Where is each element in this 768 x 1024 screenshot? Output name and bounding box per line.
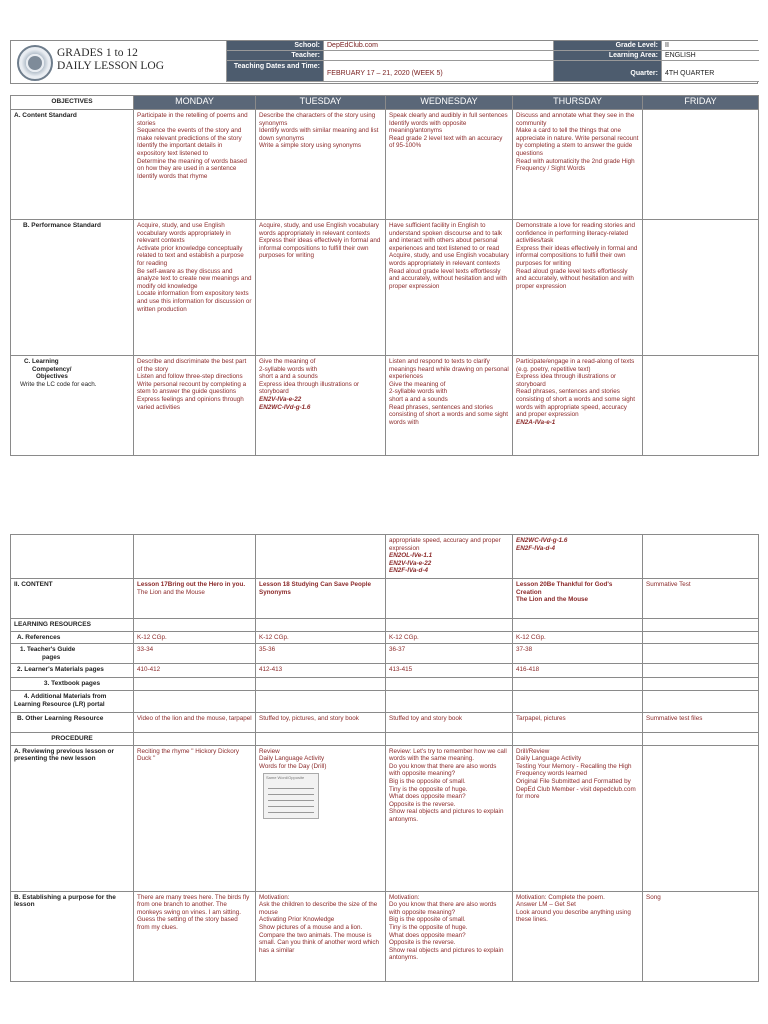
content-procedure-table: [10, 534, 759, 982]
cell-friday: [643, 220, 759, 356]
cell-tuesday: Acquire, study, and use English vocabulary words appropriately in relevant contexts Express their ideas effectively in formal and informal compositions to fulfill their own purposes for writing: [256, 220, 386, 356]
cell-tuesday: Stuffed toy, pictures, and story book: [256, 712, 386, 732]
cell-friday: [643, 664, 759, 678]
teacher-value: [323, 51, 553, 61]
row-label: A. References: [11, 631, 134, 644]
grade-label: Grade Level:: [553, 41, 661, 51]
day-header-thursday: THURSDAY: [513, 96, 643, 110]
cell-tuesday: [256, 535, 386, 579]
cell-thursday: Demonstrate a love for reading stories and confidence in performing literacy-related activities/task Express their ideas effectively in formal and informal compositions to fulfill their own purposes for writing Read aloud grade level texts effortlessly and accurately, without hesitation and with proper expression: [513, 220, 643, 356]
quarter-value: 4TH QUARTER: [661, 61, 759, 82]
teacher-label: Teacher:: [226, 51, 323, 61]
cell-monday: K-12 CGp.: [134, 631, 256, 644]
cell-friday: [643, 356, 759, 456]
textbook-pages-row: [11, 678, 759, 691]
row-label: B. Performance Standard: [11, 220, 134, 356]
competency-row: [11, 356, 759, 456]
lesson-log-header: [10, 40, 758, 84]
cell-thursday: K-12 CGp.: [513, 631, 643, 644]
cell-wednesday: Listen and respond to texts to clarify meanings heard while drawing on personal experiences Give the meaning of 2-syllable words with short a and a sounds Read phrases, sentences and stories consisting of short a words and some sight words with: [386, 356, 513, 456]
cell-monday: 410-412: [134, 664, 256, 678]
cell-friday: Summative test files: [643, 712, 759, 732]
cell-thursday: Discuss and annotate what they see in the community Make a card to tell the things that one appreciate in nature. Write personal recount by completing a stem to answer the guide questions Read with automaticity the 2nd grade High Frequency / Sight Words: [513, 110, 643, 220]
header-info-grid: [226, 41, 759, 84]
cell-friday: Song: [643, 891, 759, 981]
quarter-label: Quarter:: [553, 61, 661, 82]
lc-code: EN2F-IVa-d-4: [516, 544, 555, 552]
cell-friday: [643, 535, 759, 579]
cell-thursday: Drill/Review Daily Language Activity Testing Your Memory - Recalling the High Frequency words learned Original File Submitted and Formatted by DepEd Club Member - visit depedclub.com for more: [513, 745, 643, 891]
row-label: C. Learning Competency/ Objectives Write the LC code for each.: [11, 356, 134, 456]
lc-code: EN2WC-IVd-g-1.6: [259, 403, 311, 411]
lc-code: EN2V-IVa-e-22: [259, 395, 302, 403]
objectives-heading: OBJECTIVES: [11, 96, 134, 110]
content-standard-row: [11, 110, 759, 220]
cell-friday: [643, 110, 759, 220]
other-resources-row: [11, 712, 759, 732]
row-label: B. Other Learning Resource: [11, 712, 134, 732]
day-header-row: [11, 96, 759, 110]
cell-tuesday: Motivation: Ask the children to describe the size of the mouse Activating Prior Knowledge Show pictures of a mouse and a lion. Compare the two animals. The mouse is small. Can you think of another word which has a similar: [256, 891, 386, 981]
row-label: A. Content Standard: [11, 110, 134, 220]
cell-thursday: 416-418: [513, 664, 643, 678]
cell-thursday: Tarpapel, pictures: [513, 712, 643, 732]
cell-wednesday: Stuffed toy and story book: [386, 712, 513, 732]
lc-code: EN2OL-IVe-1.1: [389, 552, 433, 560]
cell-wednesday: K-12 CGp.: [386, 631, 513, 644]
lc-code: EN2V-IVa-e-22: [389, 559, 432, 567]
section-label: LEARNING RESOURCES: [11, 619, 134, 632]
cell-monday: There are many trees here. The birds fly from one branch to another. The monkeys swing on vines. I am sitting. Guess the setting of the story based from my clues.: [134, 891, 256, 981]
cell-thursday: 37-38: [513, 644, 643, 664]
row-label: [11, 535, 134, 579]
row-label: II. CONTENT: [11, 579, 134, 619]
lc-code: EN2A-IVa-e-1: [516, 418, 556, 426]
cell-wednesday: Have sufficient facility in English to understand spoken discourse and to talk and interact with others about personal experiences and text listened to or read Acquire, study, and use English vocabulary words appropriately in relevant contexts Read aloud grade level texts effortlessly and accurately, without hesitation and with proper expression: [386, 220, 513, 356]
content-row: [11, 579, 759, 619]
cell-thursday: Motivation: Complete the poem. Answer LM – Get Set Look around you describe anything using these lines.: [513, 891, 643, 981]
learning-resources-row: [11, 619, 759, 632]
lc-code: EN2WC-IVd-g-1.6: [516, 537, 568, 544]
cell-friday: [643, 631, 759, 644]
cell-wednesday: Review: Let's try to remember how we call words with the same meaning. Do you know that there are also words with opposite meaning? Big is the opposite of small. Tiny is the opposite of huge. What does opposite mean? Opposite is the reverse. Show real objects and pictures to explain antonyms.: [386, 745, 513, 891]
establishing-purpose-row: [11, 891, 759, 981]
school-label: School:: [226, 41, 323, 51]
cell-wednesday: Speak clearly and audibly in full sentences Identify words with opposite meaning/antonyms Read grade 2 level text with an accuracy of 95-100%: [386, 110, 513, 220]
cell-thursday: [513, 535, 643, 579]
brand-title: GRADES 1 to 12 DAILY LESSON LOG: [57, 47, 165, 72]
cell-monday: Reciting the rhyme " Hickory Dickory Duck ": [134, 745, 256, 891]
learners-materials-row: [11, 664, 759, 678]
competency-continued-row: [11, 535, 759, 579]
day-header-friday: FRIDAY: [643, 96, 759, 110]
row-label: B. Establishing a purpose for the lesson: [11, 891, 134, 981]
cell-friday: Summative Test: [643, 579, 759, 619]
dates-value: FEBRUARY 17 – 21, 2020 (WEEK 5): [323, 61, 553, 82]
cell-tuesday: K-12 CGp.: [256, 631, 386, 644]
cell-tuesday: Describe the characters of the story using synonyms Identify words with similar meaning and list down synonyms Write a simple story using synonyms: [256, 110, 386, 220]
row-label: 2. Learner's Materials pages: [11, 664, 134, 678]
cell-wednesday: Motivation: Do you know that there are also words with opposite meaning? Big is the opposite of small. Tiny is the opposite of huge. What does opposite mean? Opposite is the reverse. Show real objects and pictures to explain antonyms.: [386, 891, 513, 981]
cell-monday: Lesson 17Bring out the Hero in you. The Lion and the Mouse: [134, 579, 256, 619]
day-header-monday: MONDAY: [134, 96, 256, 110]
performance-standard-row: [11, 220, 759, 356]
additional-materials-row: [11, 690, 759, 712]
row-label: 1. Teacher's Guide pages: [11, 644, 134, 664]
cell-monday: Participate in the retelling of poems and stories Sequence the events of the story and make relevant predictions of the story Identify the important details in expository text listened to Determine the meaning of words based on how they are used in a sentence Identify words that rhyme: [134, 110, 256, 220]
references-row: [11, 631, 759, 644]
procedure-row: [11, 732, 759, 745]
cell-wednesday: appropriate speed, accuracy and proper expression EN2OL-IVe-1.1 EN2V-IVa-e-22 EN2F-IVa-d-4: [386, 535, 513, 579]
cell-friday: [643, 644, 759, 664]
cell-wednesday: 36-37: [386, 644, 513, 664]
school-value: DepEdClub.com: [323, 41, 553, 51]
cell-tuesday: 412-413: [256, 664, 386, 678]
cell-monday: [134, 535, 256, 579]
cell-tuesday: Give the meaning of 2-syllable words with short a and a sounds Express idea through illustrations or storyboard EN2V-IVa-e-22 EN2WC-IVd-g-1.6: [256, 356, 386, 456]
day-header-tuesday: TUESDAY: [256, 96, 386, 110]
cell-monday: 33-34: [134, 644, 256, 664]
teachers-guide-row: [11, 644, 759, 664]
cell-monday: Describe and discriminate the best part of the story Listen and follow three-step directions Write personal recount by completing a stem to answer the guide questions Express feelings and opinions through varied activities: [134, 356, 256, 456]
area-label: Learning Area:: [553, 51, 661, 61]
word-card-image: Same Word/Opposite: [263, 773, 319, 819]
deped-seal-icon: [17, 45, 53, 81]
cell-wednesday: [386, 579, 513, 619]
cell-tuesday: 35-36: [256, 644, 386, 664]
cell-wednesday: 413-415: [386, 664, 513, 678]
dates-label: Teaching Dates and Time:: [226, 61, 323, 82]
section-label: PROCEDURE: [11, 732, 134, 745]
cell-tuesday: Review Daily Language Activity Words for the Day (Drill) Same Word/Opposite: [256, 745, 386, 891]
row-label: A. Reviewing previous lesson or presenting the new lesson: [11, 745, 134, 891]
reviewing-lesson-row: [11, 745, 759, 891]
area-value: ENGLISH: [661, 51, 759, 61]
row-label: 3. Textbook pages: [11, 678, 134, 691]
cell-thursday: Participate/engage in a read-along of texts (e.g. poetry, repetitive text) Express idea through illustrations or storyboard Read phrases, sentences and stories consisting of short a words and some sight words with appropriate speed, accuracy and proper expression EN2A-IVa-e-1: [513, 356, 643, 456]
cell-friday: [643, 745, 759, 891]
day-header-wednesday: WEDNESDAY: [386, 96, 513, 110]
lc-code: EN2F-IVa-d-4: [389, 567, 428, 575]
cell-monday: Acquire, study, and use English vocabulary words appropriately in relevant contexts Activate prior knowledge conceptually related to text and establish a purpose for reading Be self-aware as they discuss and analyze text to create new meanings and modify old knowledge Locate information from expository texts and use this information for discussion or written production: [134, 220, 256, 356]
row-label: 4. Additional Materials from Learning Resource (LR) portal: [11, 690, 134, 712]
cell-tuesday: Lesson 18 Studying Can Save People Synonyms: [256, 579, 386, 619]
cell-thursday: Lesson 20Be Thankful for God's Creation The Lion and the Mouse: [513, 579, 643, 619]
objectives-table: [10, 95, 759, 456]
cell-monday: Video of the lion and the mouse, tarpapel: [134, 712, 256, 732]
grade-value: II: [661, 41, 759, 51]
